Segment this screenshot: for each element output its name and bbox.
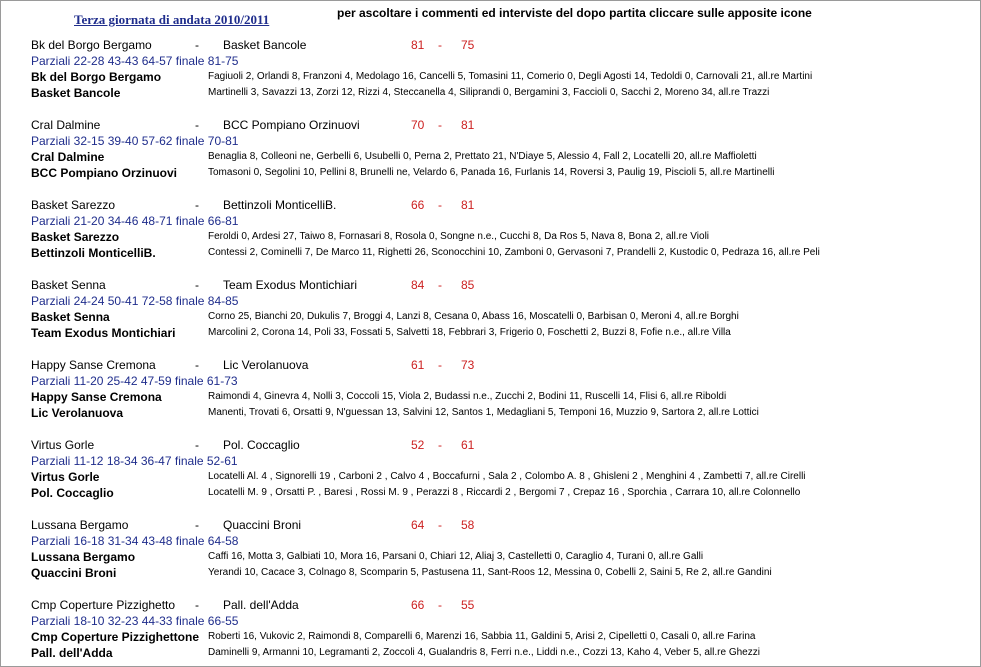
home-roster-team: Cral Dalmine <box>31 150 105 164</box>
away-roster-players: Locatelli M. 9 , Orsatti P. , Baresi , Rossi M. 9 , Perazzi 8 , Riccardi 2 , Bergomi 7 , Crepaz 16 , Sporchia , Carrara 10, all.re Colonnello <box>208 487 801 498</box>
home-score: 52 <box>411 438 425 452</box>
match-result-row <box>31 518 961 534</box>
home-roster-players: Roberti 16, Vukovic 2, Raimondi 8, Comparelli 6, Marenzi 16, Sabbia 11, Galdini 5, Arisi 2, Cipelletti 0, Casali 0, all.re Farina <box>208 631 756 642</box>
home-roster-row <box>31 390 961 406</box>
away-roster-team: Pol. Coccaglio <box>31 486 114 500</box>
away-team-name: BCC Pompiano Orzinuovi <box>223 118 360 132</box>
home-roster-players: Fagiuoli 2, Orlandi 8, Franzoni 4, Medolago 16, Cancelli 5, Tomasini 11, Comerio 0, Degli Agosti 14, Tedoldi 0, Carnovali 21, all.re Martini <box>208 71 813 82</box>
away-team-name: Basket Bancole <box>223 38 307 52</box>
away-roster-players: Tomasoni 0, Segolini 10, Pellini 8, Brunelli ne, Velardo 6, Panada 16, Furlanis 14, Roversi 3, Paulig 19, Piscioli 5, all.re Martinelli <box>208 167 775 178</box>
away-team-name: Pol. Coccaglio <box>223 438 300 452</box>
match-block <box>31 278 961 342</box>
home-roster-team: Basket Senna <box>31 310 110 324</box>
home-team-name: Basket Senna <box>31 278 106 292</box>
away-roster-team: BCC Pompiano Orzinuovi <box>31 166 178 180</box>
partials-line: Parziali 18-10 32-23 44-33 finale 66-55 <box>31 614 239 628</box>
away-roster-players: Contessi 2, Cominelli 7, De Marco 11, Righetti 26, Sconocchini 10, Zamboni 0, Gervasoni 7, Prandelli 2, Kustodic 0, Pedraza 16, all.re Peli <box>208 247 820 258</box>
teams-separator: - <box>195 438 199 452</box>
home-score: 66 <box>411 198 425 212</box>
match-result-row <box>31 598 961 614</box>
home-roster-row <box>31 470 961 486</box>
score-separator: - <box>438 598 442 612</box>
score-separator: - <box>438 198 442 212</box>
audio-notice: per ascoltare i commenti ed interviste del dopo partita cliccare sulle apposite icone <box>337 6 812 20</box>
home-roster-row <box>31 150 961 166</box>
match-result-row <box>31 278 961 294</box>
home-roster-row <box>31 230 961 246</box>
home-roster-row <box>31 310 961 326</box>
away-roster-row <box>31 406 961 422</box>
home-roster-players: Locatelli Al. 4 , Signorelli 19 , Carboni 2 , Calvo 4 , Boccafurni , Sala 2 , Colombo A. 8 , Ghisleni 2 , Menghini 4 , Zambetti 7, all.re Cirelli <box>208 471 806 482</box>
away-roster-row <box>31 646 961 662</box>
match-result-row <box>31 358 961 374</box>
away-roster-row <box>31 326 961 342</box>
home-team-name: Basket Sarezzo <box>31 198 116 212</box>
score-separator: - <box>438 278 442 292</box>
away-team-name: Pall. dell'Adda <box>223 598 299 612</box>
away-roster-team: Bettinzoli MonticelliB. <box>31 246 156 260</box>
partials-line: Parziali 11-20 25-42 47-59 finale 61-73 <box>31 374 238 388</box>
away-roster-row <box>31 166 961 182</box>
away-score: 85 <box>461 278 475 292</box>
home-roster-row <box>31 550 961 566</box>
away-score: 58 <box>461 518 475 532</box>
away-roster-row <box>31 486 961 502</box>
partials-line: Parziali 32-15 39-40 57-62 finale 70-81 <box>31 134 239 148</box>
home-roster-team: Lussana Bergamo <box>31 550 136 564</box>
score-separator: - <box>438 118 442 132</box>
teams-separator: - <box>195 118 199 132</box>
away-roster-team: Team Exodus Montichiari <box>31 326 176 340</box>
match-block <box>31 118 961 182</box>
home-roster-team: Cmp Coperture Pizzighettone <box>31 630 200 644</box>
home-team-name: Lussana Bergamo <box>31 518 129 532</box>
away-roster-team: Pall. dell'Adda <box>31 646 113 660</box>
away-score: 81 <box>461 118 475 132</box>
teams-separator: - <box>195 518 199 532</box>
home-roster-players: Caffi 16, Motta 3, Galbiati 10, Mora 16, Parsani 0, Chiari 12, Aliaj 3, Castelletti 0, Caraglio 4, Turani 0, all.re Galli <box>208 551 704 562</box>
match-block <box>31 438 961 502</box>
away-roster-row <box>31 86 961 102</box>
home-roster-row <box>31 630 961 646</box>
partials-line: Parziali 21-20 34-46 48-71 finale 66-81 <box>31 214 239 228</box>
match-block <box>31 598 961 662</box>
home-team-name: Cmp Coperture Pizzighetto <box>31 598 176 612</box>
teams-separator: - <box>195 598 199 612</box>
teams-separator: - <box>195 198 199 212</box>
home-roster-team: Happy Sanse Cremona <box>31 390 162 404</box>
home-roster-players: Raimondi 4, Ginevra 4, Nolli 3, Coccoli 15, Viola 2, Budassi n.e., Zucchi 2, Bodini 11, Ruscelli 14, Flisi 6, all.re Riboldi <box>208 391 727 402</box>
away-team-name: Team Exodus Montichiari <box>223 278 358 292</box>
away-roster-team: Basket Bancole <box>31 86 121 100</box>
home-score: 64 <box>411 518 425 532</box>
page-title[interactable]: Terza giornata di andata 2010/2011 <box>74 12 270 27</box>
away-roster-players: Manenti, Trovati 6, Orsatti 9, N'guessan 13, Salvini 12, Santos 1, Medagliani 5, Temponi 16, Muzzio 9, Sartora 2, all.re Lottici <box>208 407 759 418</box>
match-block <box>31 358 961 422</box>
home-roster-row <box>31 70 961 86</box>
away-roster-team: Quaccini Broni <box>31 566 117 580</box>
away-roster-team: Lic Verolanuova <box>31 406 124 420</box>
away-team-name: Quaccini Broni <box>223 518 302 532</box>
teams-separator: - <box>195 278 199 292</box>
home-roster-team: Bk del Borgo Bergamo <box>31 70 162 84</box>
away-roster-row <box>31 566 961 582</box>
away-score: 55 <box>461 598 475 612</box>
partials-line: Parziali 24-24 50-41 72-58 finale 84-85 <box>31 294 239 308</box>
match-block <box>31 518 961 582</box>
score-separator: - <box>438 518 442 532</box>
teams-separator: - <box>195 358 199 372</box>
home-team-name: Virtus Gorle <box>31 438 95 452</box>
home-score: 84 <box>411 278 425 292</box>
away-score: 75 <box>461 38 475 52</box>
away-roster-row <box>31 246 961 262</box>
match-result-row <box>31 38 961 54</box>
partials-line: Parziali 22-28 43-43 64-57 finale 81-75 <box>31 54 239 68</box>
home-score: 81 <box>411 38 425 52</box>
match-block <box>31 198 961 262</box>
away-team-name: Lic Verolanuova <box>223 358 309 372</box>
home-roster-team: Virtus Gorle <box>31 470 100 484</box>
match-result-row <box>31 118 961 134</box>
home-team-name: Cral Dalmine <box>31 118 101 132</box>
away-team-name: Bettinzoli MonticelliB. <box>223 198 337 212</box>
teams-separator: - <box>195 38 199 52</box>
match-block <box>31 38 961 102</box>
away-score: 73 <box>461 358 475 372</box>
home-score: 66 <box>411 598 425 612</box>
home-score: 61 <box>411 358 425 372</box>
away-roster-players: Daminelli 9, Armanni 10, Legramanti 2, Zoccoli 4, Gualandris 8, Ferri n.e., Liddi n.e., Cozzi 13, Kaho 4, Veber 5, all.re Ghezzi <box>208 647 760 658</box>
partials-line: Parziali 16-18 31-34 43-48 finale 64-58 <box>31 534 239 548</box>
partials-line: Parziali 11-12 18-34 36-47 finale 52-61 <box>31 454 238 468</box>
home-team-name: Happy Sanse Cremona <box>31 358 156 372</box>
away-roster-players: Marcolini 2, Corona 14, Poli 33, Fossati 5, Salvetti 18, Febbrari 3, Frigerio 0, Foschetti 2, Buzzi 8, Fofie n.e., all.re Villa <box>208 327 731 338</box>
away-roster-players: Yerandi 10, Cacace 3, Colnago 8, Scomparin 5, Pastusena 11, Sant-Roos 12, Messina 0, Cobelli 2, Saini 5, Re 2, all.re Gandini <box>208 567 772 578</box>
home-score: 70 <box>411 118 425 132</box>
score-separator: - <box>438 38 442 52</box>
match-result-row <box>31 438 961 454</box>
home-roster-players: Benaglia 8, Colleoni ne, Gerbelli 6, Usubelli 0, Perna 2, Prettato 21, N'Diaye 5, Alessio 4, Fall 2, Locatelli 20, all.re Maffioletti <box>208 151 757 162</box>
score-separator: - <box>438 438 442 452</box>
away-score: 81 <box>461 198 475 212</box>
home-roster-team: Basket Sarezzo <box>31 230 120 244</box>
home-roster-players: Feroldi 0, Ardesi 27, Taiwo 8, Fornasari 8, Rosola 0, Songne n.e., Cucchi 8, Da Ros 5, Nava 8, Bona 2, all.re Violi <box>208 231 710 242</box>
away-score: 61 <box>461 438 475 452</box>
score-separator: - <box>438 358 442 372</box>
home-team-name: Bk del Borgo Bergamo <box>31 38 152 52</box>
home-roster-players: Corno 25, Bianchi 20, Dukulis 7, Broggi 4, Lanzi 8, Cesana 0, Abass 16, Moscatelli 0, Barbisan 0, Meroni 4, all.re Borghi <box>208 311 739 322</box>
away-roster-players: Martinelli 3, Savazzi 13, Zorzi 12, Rizzi 4, Steccanella 4, Siliprandi 0, Bergamini 3, Faccioli 0, Sacchi 2, Moreno 34, all.re Trazzi <box>208 87 770 98</box>
match-result-row <box>31 198 961 214</box>
